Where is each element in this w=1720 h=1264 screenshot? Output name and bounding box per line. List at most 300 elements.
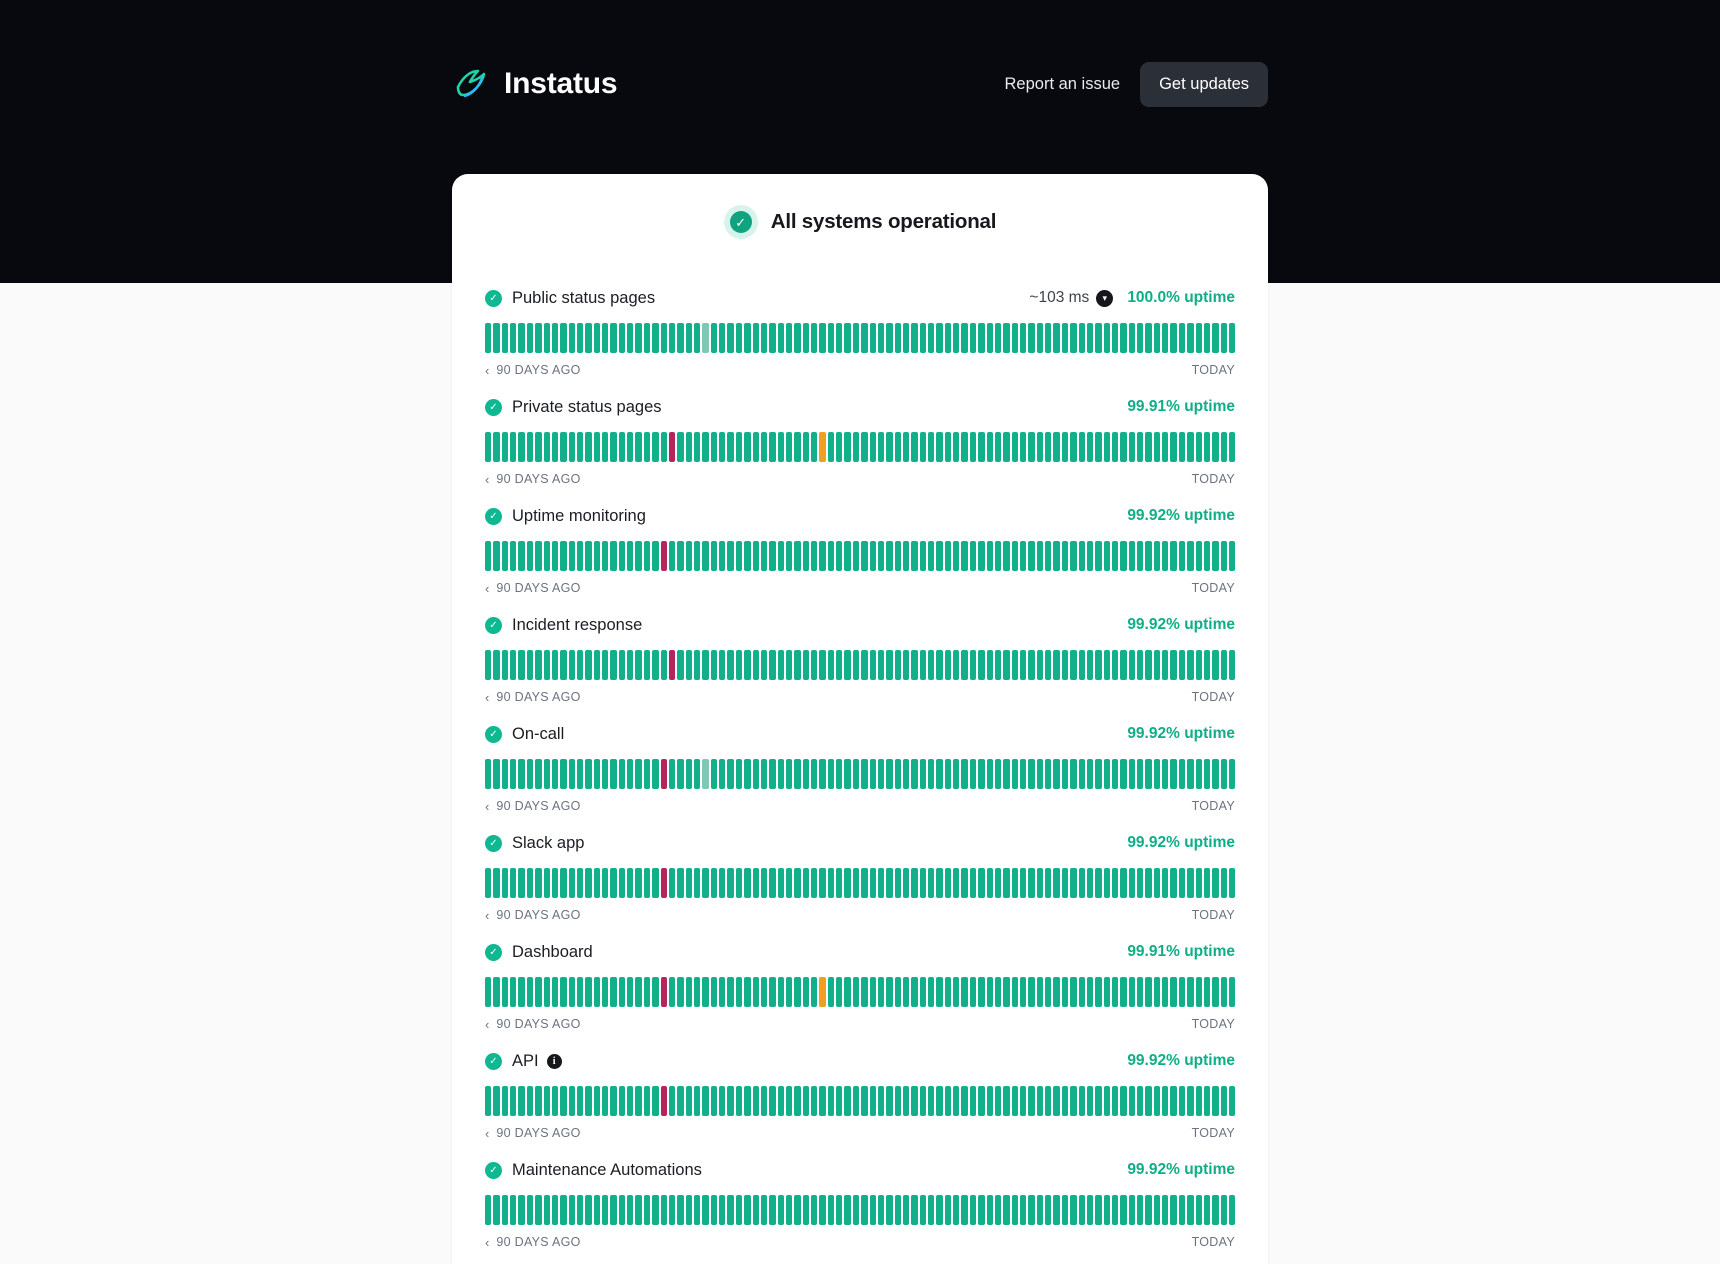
- uptime-day-bar[interactable]: [661, 1195, 667, 1225]
- uptime-day-bar[interactable]: [1229, 323, 1235, 353]
- uptime-day-bar[interactable]: [878, 323, 884, 353]
- uptime-day-bar[interactable]: [978, 323, 984, 353]
- uptime-day-bar[interactable]: [719, 868, 725, 898]
- uptime-day-bar[interactable]: [594, 868, 600, 898]
- uptime-day-bar[interactable]: [961, 977, 967, 1007]
- uptime-day-bar[interactable]: [652, 868, 658, 898]
- uptime-day-bar[interactable]: [1187, 868, 1193, 898]
- uptime-day-bar[interactable]: [1095, 868, 1101, 898]
- uptime-day-bar[interactable]: [1179, 1086, 1185, 1116]
- uptime-day-bar[interactable]: [803, 1195, 809, 1225]
- uptime-day-bar[interactable]: [1053, 650, 1059, 680]
- uptime-day-bar[interactable]: [727, 868, 733, 898]
- uptime-day-bar[interactable]: [1120, 759, 1126, 789]
- uptime-day-bar[interactable]: [594, 1195, 600, 1225]
- uptime-day-bar[interactable]: [970, 541, 976, 571]
- uptime-day-bar[interactable]: [786, 541, 792, 571]
- uptime-day-bar[interactable]: [535, 650, 541, 680]
- uptime-day-bar[interactable]: [652, 1086, 658, 1116]
- uptime-day-bar[interactable]: [560, 868, 566, 898]
- uptime-day-bar[interactable]: [803, 1086, 809, 1116]
- uptime-day-bar[interactable]: [995, 868, 1001, 898]
- uptime-day-bar[interactable]: [911, 650, 917, 680]
- uptime-day-bar[interactable]: [1037, 977, 1043, 1007]
- uptime-day-bar[interactable]: [1196, 759, 1202, 789]
- uptime-day-bar[interactable]: [1129, 650, 1135, 680]
- uptime-day-bar[interactable]: [945, 432, 951, 462]
- uptime-day-bar[interactable]: [1221, 650, 1227, 680]
- uptime-day-bar[interactable]: [1020, 432, 1026, 462]
- chevron-left-icon[interactable]: ‹: [485, 798, 490, 814]
- uptime-day-bar[interactable]: [627, 759, 633, 789]
- uptime-day-bar[interactable]: [761, 868, 767, 898]
- uptime-day-bar[interactable]: [552, 432, 558, 462]
- uptime-day-bar[interactable]: [677, 977, 683, 1007]
- uptime-day-bar[interactable]: [970, 868, 976, 898]
- uptime-day-bar[interactable]: [1087, 541, 1093, 571]
- uptime-day-bar[interactable]: [560, 1195, 566, 1225]
- uptime-day-bar[interactable]: [836, 977, 842, 1007]
- uptime-day-bar[interactable]: [953, 432, 959, 462]
- uptime-day-bar[interactable]: [577, 432, 583, 462]
- uptime-day-bar[interactable]: [610, 650, 616, 680]
- uptime-day-bar[interactable]: [970, 650, 976, 680]
- uptime-day-bar[interactable]: [794, 541, 800, 571]
- uptime-day-bar[interactable]: [1062, 650, 1068, 680]
- uptime-day-bar[interactable]: [836, 868, 842, 898]
- uptime-day-bar[interactable]: [1145, 977, 1151, 1007]
- uptime-day-bar[interactable]: [518, 650, 524, 680]
- uptime-day-bar[interactable]: [945, 323, 951, 353]
- uptime-day-bar[interactable]: [1162, 1086, 1168, 1116]
- uptime-day-bar[interactable]: [753, 977, 759, 1007]
- uptime-day-bar[interactable]: [719, 1195, 725, 1225]
- uptime-day-bar[interactable]: [1120, 977, 1126, 1007]
- uptime-day-bar[interactable]: [727, 650, 733, 680]
- uptime-day-bar[interactable]: [594, 1086, 600, 1116]
- uptime-day-bar[interactable]: [1045, 432, 1051, 462]
- uptime-day-bar[interactable]: [1204, 432, 1210, 462]
- uptime-day-bar[interactable]: [544, 323, 550, 353]
- uptime-day-bar[interactable]: [569, 1086, 575, 1116]
- uptime-day-bar[interactable]: [694, 868, 700, 898]
- uptime-day-bar[interactable]: [853, 323, 859, 353]
- uptime-day-bar[interactable]: [1179, 1195, 1185, 1225]
- uptime-day-bar[interactable]: [485, 759, 491, 789]
- uptime-day-bar[interactable]: [803, 650, 809, 680]
- uptime-day-bar[interactable]: [644, 1086, 650, 1116]
- uptime-day-bar[interactable]: [928, 1195, 934, 1225]
- chevron-left-icon[interactable]: ‹: [485, 1016, 490, 1032]
- uptime-day-bar[interactable]: [1070, 1086, 1076, 1116]
- uptime-day-bar[interactable]: [719, 1086, 725, 1116]
- uptime-day-bar[interactable]: [819, 977, 825, 1007]
- uptime-day-bar[interactable]: [569, 1195, 575, 1225]
- uptime-day-bar[interactable]: [844, 1195, 850, 1225]
- uptime-day-bar[interactable]: [961, 650, 967, 680]
- uptime-day-bar[interactable]: [778, 868, 784, 898]
- uptime-day-bar[interactable]: [661, 868, 667, 898]
- uptime-day-bar[interactable]: [652, 650, 658, 680]
- uptime-day-bar[interactable]: [1045, 868, 1051, 898]
- uptime-day-bar[interactable]: [819, 868, 825, 898]
- uptime-day-bar[interactable]: [786, 868, 792, 898]
- uptime-day-bar[interactable]: [602, 323, 608, 353]
- uptime-day-bar[interactable]: [527, 432, 533, 462]
- uptime-day-bar[interactable]: [928, 868, 934, 898]
- uptime-day-bar[interactable]: [669, 323, 675, 353]
- uptime-day-bar[interactable]: [1154, 323, 1160, 353]
- uptime-day-bar[interactable]: [1037, 650, 1043, 680]
- uptime-day-bar[interactable]: [602, 650, 608, 680]
- uptime-day-bar[interactable]: [911, 541, 917, 571]
- uptime-day-bar[interactable]: [1129, 1086, 1135, 1116]
- uptime-day-bar[interactable]: [661, 650, 667, 680]
- uptime-day-bar[interactable]: [1204, 868, 1210, 898]
- uptime-day-bar[interactable]: [1229, 977, 1235, 1007]
- uptime-day-bar[interactable]: [527, 868, 533, 898]
- uptime-day-bar[interactable]: [1104, 1195, 1110, 1225]
- uptime-day-bar[interactable]: [970, 323, 976, 353]
- uptime-day-bar[interactable]: [619, 759, 625, 789]
- uptime-day-bar[interactable]: [978, 1086, 984, 1116]
- uptime-day-bar[interactable]: [727, 759, 733, 789]
- uptime-day-bar[interactable]: [978, 432, 984, 462]
- uptime-day-bar[interactable]: [961, 1086, 967, 1116]
- uptime-day-bar[interactable]: [1221, 432, 1227, 462]
- uptime-day-bar[interactable]: [961, 759, 967, 789]
- uptime-day-bar[interactable]: [878, 868, 884, 898]
- uptime-day-bar[interactable]: [1187, 759, 1193, 789]
- uptime-day-bar[interactable]: [502, 1086, 508, 1116]
- uptime-day-bar[interactable]: [635, 323, 641, 353]
- uptime-day-bar[interactable]: [903, 1195, 909, 1225]
- uptime-day-bar[interactable]: [769, 759, 775, 789]
- uptime-day-bar[interactable]: [1079, 977, 1085, 1007]
- uptime-day-bar[interactable]: [661, 541, 667, 571]
- uptime-day-bar[interactable]: [1037, 323, 1043, 353]
- uptime-day-bar[interactable]: [1053, 1195, 1059, 1225]
- uptime-day-bar[interactable]: [769, 977, 775, 1007]
- uptime-day-bar[interactable]: [844, 868, 850, 898]
- uptime-day-bar[interactable]: [961, 868, 967, 898]
- uptime-day-bar[interactable]: [1070, 868, 1076, 898]
- uptime-day-bar[interactable]: [719, 323, 725, 353]
- uptime-day-bar[interactable]: [1112, 323, 1118, 353]
- uptime-day-bar[interactable]: [1229, 1086, 1235, 1116]
- uptime-day-bar[interactable]: [577, 541, 583, 571]
- uptime-day-bar[interactable]: [560, 1086, 566, 1116]
- uptime-day-bar[interactable]: [1112, 1086, 1118, 1116]
- uptime-day-bar[interactable]: [778, 1195, 784, 1225]
- uptime-day-bar[interactable]: [778, 1086, 784, 1116]
- uptime-day-bar[interactable]: [744, 977, 750, 1007]
- uptime-day-bar[interactable]: [1087, 323, 1093, 353]
- uptime-day-bar[interactable]: [594, 977, 600, 1007]
- uptime-day-bar[interactable]: [694, 323, 700, 353]
- uptime-day-bar[interactable]: [1003, 868, 1009, 898]
- uptime-day-bar[interactable]: [1070, 650, 1076, 680]
- uptime-day-bar[interactable]: [702, 650, 708, 680]
- uptime-day-bar[interactable]: [485, 868, 491, 898]
- uptime-day-bar[interactable]: [1179, 759, 1185, 789]
- uptime-day-bar[interactable]: [1062, 1086, 1068, 1116]
- uptime-day-bar[interactable]: [627, 323, 633, 353]
- uptime-day-bar[interactable]: [560, 323, 566, 353]
- uptime-day-bar[interactable]: [1003, 541, 1009, 571]
- uptime-day-bar[interactable]: [786, 650, 792, 680]
- uptime-day-bar[interactable]: [702, 323, 708, 353]
- uptime-day-bar[interactable]: [744, 1195, 750, 1225]
- uptime-day-bar[interactable]: [886, 323, 892, 353]
- uptime-day-bar[interactable]: [518, 323, 524, 353]
- uptime-day-bar[interactable]: [936, 1086, 942, 1116]
- uptime-day-bar[interactable]: [769, 323, 775, 353]
- uptime-day-bar[interactable]: [1137, 868, 1143, 898]
- uptime-day-bar[interactable]: [819, 1086, 825, 1116]
- uptime-day-bar[interactable]: [1112, 1195, 1118, 1225]
- uptime-day-bar[interactable]: [1079, 323, 1085, 353]
- uptime-day-bar[interactable]: [510, 759, 516, 789]
- uptime-day-bar[interactable]: [1154, 1086, 1160, 1116]
- uptime-day-bar[interactable]: [794, 977, 800, 1007]
- uptime-day-bar[interactable]: [744, 541, 750, 571]
- uptime-day-bar[interactable]: [1095, 650, 1101, 680]
- uptime-day-bar[interactable]: [736, 541, 742, 571]
- uptime-day-bar[interactable]: [652, 432, 658, 462]
- uptime-day-bar[interactable]: [1154, 1195, 1160, 1225]
- uptime-day-bar[interactable]: [1145, 759, 1151, 789]
- uptime-day-bar[interactable]: [970, 977, 976, 1007]
- uptime-day-bar[interactable]: [786, 1086, 792, 1116]
- uptime-day-bar[interactable]: [1062, 759, 1068, 789]
- uptime-day-bar[interactable]: [995, 541, 1001, 571]
- uptime-day-bar[interactable]: [786, 323, 792, 353]
- uptime-day-bar[interactable]: [1079, 432, 1085, 462]
- uptime-day-bar[interactable]: [978, 868, 984, 898]
- range-start[interactable]: [485, 363, 581, 377]
- uptime-day-bar[interactable]: [1137, 759, 1143, 789]
- uptime-day-bar[interactable]: [1037, 1195, 1043, 1225]
- uptime-day-bar[interactable]: [502, 977, 508, 1007]
- uptime-day-bar[interactable]: [560, 650, 566, 680]
- uptime-day-bar[interactable]: [1037, 759, 1043, 789]
- uptime-day-bar[interactable]: [761, 977, 767, 1007]
- uptime-day-bar[interactable]: [844, 323, 850, 353]
- uptime-day-bar[interactable]: [1104, 650, 1110, 680]
- uptime-day-bar[interactable]: [1162, 432, 1168, 462]
- uptime-day-bar[interactable]: [911, 759, 917, 789]
- uptime-day-bar[interactable]: [970, 759, 976, 789]
- uptime-day-bar[interactable]: [1162, 1195, 1168, 1225]
- uptime-day-bar[interactable]: [1045, 759, 1051, 789]
- uptime-day-bar[interactable]: [987, 759, 993, 789]
- uptime-day-bar[interactable]: [1162, 868, 1168, 898]
- uptime-day-bar[interactable]: [619, 977, 625, 1007]
- uptime-day-bar[interactable]: [945, 1086, 951, 1116]
- uptime-day-bar[interactable]: [786, 432, 792, 462]
- uptime-day-bar[interactable]: [677, 759, 683, 789]
- uptime-day-bar[interactable]: [719, 759, 725, 789]
- uptime-day-bar[interactable]: [610, 541, 616, 571]
- uptime-day-bar[interactable]: [1137, 1086, 1143, 1116]
- uptime-day-bar[interactable]: [1196, 868, 1202, 898]
- uptime-day-bar[interactable]: [761, 650, 767, 680]
- uptime-day-bar[interactable]: [552, 650, 558, 680]
- uptime-day-bar[interactable]: [920, 1086, 926, 1116]
- uptime-day-bar[interactable]: [1129, 868, 1135, 898]
- uptime-day-bar[interactable]: [936, 759, 942, 789]
- uptime-day-bar[interactable]: [769, 1086, 775, 1116]
- uptime-day-bar[interactable]: [1154, 541, 1160, 571]
- uptime-day-bar[interactable]: [1095, 759, 1101, 789]
- uptime-day-bar[interactable]: [585, 759, 591, 789]
- uptime-day-bar[interactable]: [1053, 977, 1059, 1007]
- uptime-day-bar[interactable]: [911, 1086, 917, 1116]
- report-issue-link[interactable]: Report an issue: [1004, 74, 1121, 93]
- uptime-day-bar[interactable]: [627, 1086, 633, 1116]
- uptime-day-bar[interactable]: [602, 977, 608, 1007]
- uptime-day-bar[interactable]: [1170, 1195, 1176, 1225]
- uptime-day-bar[interactable]: [1037, 432, 1043, 462]
- uptime-day-bar[interactable]: [928, 432, 934, 462]
- uptime-day-bar[interactable]: [502, 323, 508, 353]
- chevron-left-icon[interactable]: ‹: [485, 907, 490, 923]
- uptime-day-bar[interactable]: [928, 759, 934, 789]
- uptime-day-bar[interactable]: [1062, 868, 1068, 898]
- uptime-day-bar[interactable]: [552, 1195, 558, 1225]
- uptime-day-bar[interactable]: [995, 759, 1001, 789]
- chevron-left-icon[interactable]: ‹: [485, 471, 490, 487]
- uptime-day-bar[interactable]: [778, 977, 784, 1007]
- uptime-day-bar[interactable]: [594, 541, 600, 571]
- uptime-day-bar[interactable]: [1104, 1086, 1110, 1116]
- uptime-day-bar[interactable]: [794, 759, 800, 789]
- uptime-day-bar[interactable]: [1154, 868, 1160, 898]
- uptime-day-bar[interactable]: [794, 650, 800, 680]
- uptime-day-bar[interactable]: [878, 432, 884, 462]
- uptime-day-bar[interactable]: [485, 323, 491, 353]
- uptime-day-bar[interactable]: [1053, 541, 1059, 571]
- uptime-day-bar[interactable]: [569, 323, 575, 353]
- uptime-day-bar[interactable]: [928, 541, 934, 571]
- uptime-day-bar[interactable]: [828, 977, 834, 1007]
- uptime-day-bar[interactable]: [518, 541, 524, 571]
- uptime-day-bar[interactable]: [1170, 1086, 1176, 1116]
- uptime-day-bar[interactable]: [1129, 323, 1135, 353]
- uptime-day-bar[interactable]: [535, 977, 541, 1007]
- uptime-day-bar[interactable]: [1162, 977, 1168, 1007]
- range-start[interactable]: [485, 1017, 581, 1031]
- uptime-day-bar[interactable]: [711, 1195, 717, 1225]
- uptime-day-bar[interactable]: [953, 650, 959, 680]
- uptime-day-bar[interactable]: [635, 650, 641, 680]
- uptime-day-bar[interactable]: [903, 432, 909, 462]
- uptime-day-bar[interactable]: [711, 541, 717, 571]
- chevron-left-icon[interactable]: ‹: [485, 580, 490, 596]
- uptime-day-bar[interactable]: [677, 868, 683, 898]
- uptime-day-bar[interactable]: [811, 1195, 817, 1225]
- uptime-day-bar[interactable]: [552, 759, 558, 789]
- uptime-day-bar[interactable]: [853, 868, 859, 898]
- uptime-day-bar[interactable]: [1196, 432, 1202, 462]
- uptime-day-bar[interactable]: [1020, 759, 1026, 789]
- uptime-day-bar[interactable]: [786, 759, 792, 789]
- uptime-day-bar[interactable]: [1187, 541, 1193, 571]
- uptime-day-bar[interactable]: [861, 432, 867, 462]
- uptime-day-bar[interactable]: [502, 432, 508, 462]
- uptime-day-bar[interactable]: [886, 977, 892, 1007]
- uptime-day-bar[interactable]: [493, 1086, 499, 1116]
- uptime-day-bar[interactable]: [602, 1195, 608, 1225]
- uptime-day-bar[interactable]: [1129, 977, 1135, 1007]
- uptime-day-bar[interactable]: [502, 868, 508, 898]
- uptime-day-bar[interactable]: [493, 1195, 499, 1225]
- uptime-day-bar[interactable]: [978, 1195, 984, 1225]
- uptime-day-bar[interactable]: [895, 432, 901, 462]
- uptime-day-bar[interactable]: [861, 868, 867, 898]
- uptime-day-bar[interactable]: [936, 868, 942, 898]
- uptime-day-bar[interactable]: [727, 541, 733, 571]
- uptime-day-bar[interactable]: [585, 977, 591, 1007]
- uptime-day-bar[interactable]: [686, 977, 692, 1007]
- uptime-day-bar[interactable]: [928, 977, 934, 1007]
- uptime-day-bar[interactable]: [610, 977, 616, 1007]
- uptime-day-bar[interactable]: [1062, 1195, 1068, 1225]
- uptime-day-bar[interactable]: [1221, 977, 1227, 1007]
- uptime-day-bar[interactable]: [819, 1195, 825, 1225]
- uptime-day-bar[interactable]: [970, 1086, 976, 1116]
- uptime-day-bar[interactable]: [920, 868, 926, 898]
- uptime-day-bar[interactable]: [1221, 1086, 1227, 1116]
- uptime-day-bar[interactable]: [1028, 650, 1034, 680]
- uptime-day-bar[interactable]: [711, 432, 717, 462]
- uptime-day-bar[interactable]: [535, 323, 541, 353]
- uptime-day-bar[interactable]: [953, 977, 959, 1007]
- uptime-day-bar[interactable]: [1037, 541, 1043, 571]
- uptime-day-bar[interactable]: [602, 759, 608, 789]
- uptime-day-bar[interactable]: [1204, 1086, 1210, 1116]
- uptime-day-bar[interactable]: [995, 1195, 1001, 1225]
- uptime-day-bar[interactable]: [569, 650, 575, 680]
- uptime-day-bar[interactable]: [544, 541, 550, 571]
- uptime-day-bar[interactable]: [744, 1086, 750, 1116]
- uptime-day-bar[interactable]: [1129, 1195, 1135, 1225]
- uptime-day-bar[interactable]: [686, 323, 692, 353]
- uptime-day-bar[interactable]: [1170, 759, 1176, 789]
- uptime-day-bar[interactable]: [1221, 1195, 1227, 1225]
- uptime-day-bar[interactable]: [945, 977, 951, 1007]
- uptime-day-bar[interactable]: [736, 432, 742, 462]
- uptime-day-bar[interactable]: [995, 1086, 1001, 1116]
- uptime-day-bar[interactable]: [1170, 541, 1176, 571]
- uptime-day-bar[interactable]: [1120, 432, 1126, 462]
- uptime-day-bar[interactable]: [702, 868, 708, 898]
- uptime-day-bar[interactable]: [644, 541, 650, 571]
- range-start[interactable]: [485, 581, 581, 595]
- uptime-day-bar[interactable]: [1087, 1195, 1093, 1225]
- uptime-day-bar[interactable]: [778, 323, 784, 353]
- uptime-day-bar[interactable]: [878, 759, 884, 789]
- uptime-day-bar[interactable]: [569, 868, 575, 898]
- uptime-day-bar[interactable]: [544, 759, 550, 789]
- uptime-day-bar[interactable]: [811, 759, 817, 789]
- uptime-day-bar[interactable]: [886, 541, 892, 571]
- uptime-day-bar[interactable]: [644, 650, 650, 680]
- uptime-day-bar[interactable]: [1204, 977, 1210, 1007]
- uptime-day-bar[interactable]: [778, 541, 784, 571]
- uptime-day-bar[interactable]: [844, 1086, 850, 1116]
